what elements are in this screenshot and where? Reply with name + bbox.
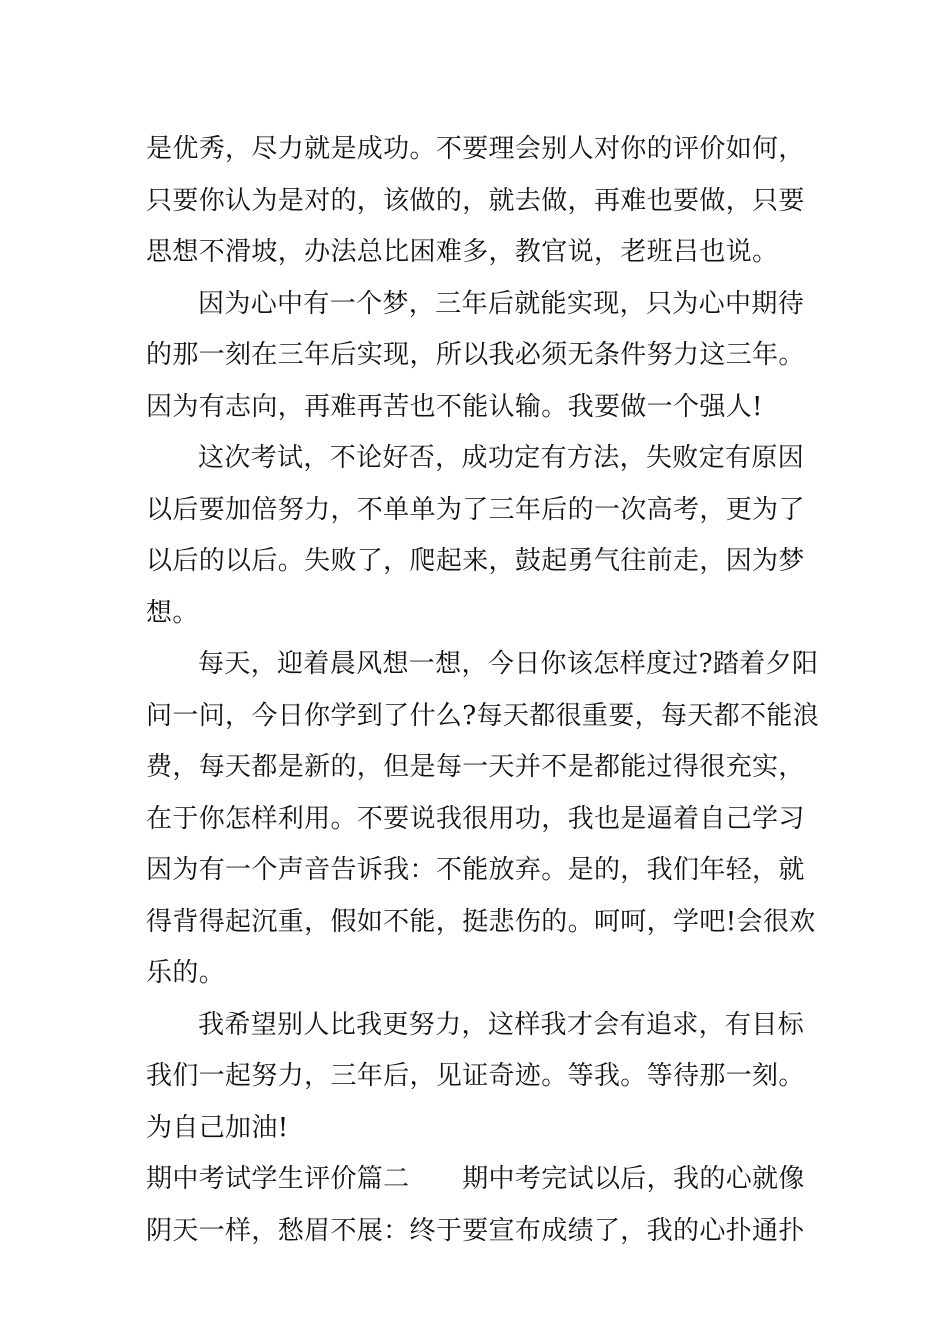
text-line-8: 以后要加倍努力，不单单为了三年后的一次高考，更为了 [146, 494, 805, 525]
text-line-3: 思想不滑坡，办法总比困难多，教官说，老班吕也说。 [146, 237, 779, 267]
text-line-17: 乐的。 [146, 958, 226, 988]
text-line-4: 因为心中有一个梦，三年后就能实现，只为心中期待 [198, 288, 805, 319]
text-line-2: 只要你认为是对的，该做的，就去做，再难也要做，只要 [146, 185, 805, 216]
text-line-20: 为自己加油! [146, 1112, 289, 1143]
text-line-9: 以后的以后。失败了，爬起来，鼓起勇气往前走，因为梦 [146, 546, 805, 576]
document-body [146, 124, 820, 1257]
text-line-7: 这次考试，不论好否，成功定有方法，失败定有原因 [198, 443, 805, 473]
text-line-18: 我希望别人比我更努力，这样我才会有追求，有目标 [198, 1009, 805, 1040]
text-line-1: 是优秀，尽力就是成功。不要理会别人对你的评价如何， [146, 134, 805, 164]
text-line-11: 每天，迎着晨风想一想，今日你该怎样度过?踏着夕阳 [198, 649, 819, 679]
text-line-16: 得背得起沉重，假如不能，挺悲伤的。呵呵，学吧!会很欢 [146, 906, 816, 937]
text-line-21: 期中考试学生评价篇二 期中考完试以后，我的心就像 [146, 1164, 805, 1194]
text-line-5: 的那一刻在三年后实现，所以我必须无条件努力这三年。 [146, 340, 805, 370]
text-line-19: 我们一起努力，三年后，见证奇迹。等我。等待那一刻。 [146, 1061, 805, 1091]
text-line-13: 费，每天都是新的，但是每一天并不是都能过得很充实， [146, 752, 805, 782]
text-line-22: 阴天一样，愁眉不展：终于要宣布成绩了，我的心扑通扑 [146, 1215, 805, 1246]
text-line-12: 问一问，今日你学到了什么?每天都很重要，每天都不能浪 [146, 700, 820, 731]
text-line-14: 在于你怎样利用。不要说我很用功，我也是逼着自己学习 [146, 803, 805, 834]
text-line-15: 因为有一个声音告诉我：不能放弃。是的，我们年轻，就 [146, 855, 805, 885]
text-line-6: 因为有志向，再难再苦也不能认输。我要做一个强人! [146, 391, 763, 422]
text-line-10: 想。 [146, 597, 199, 628]
